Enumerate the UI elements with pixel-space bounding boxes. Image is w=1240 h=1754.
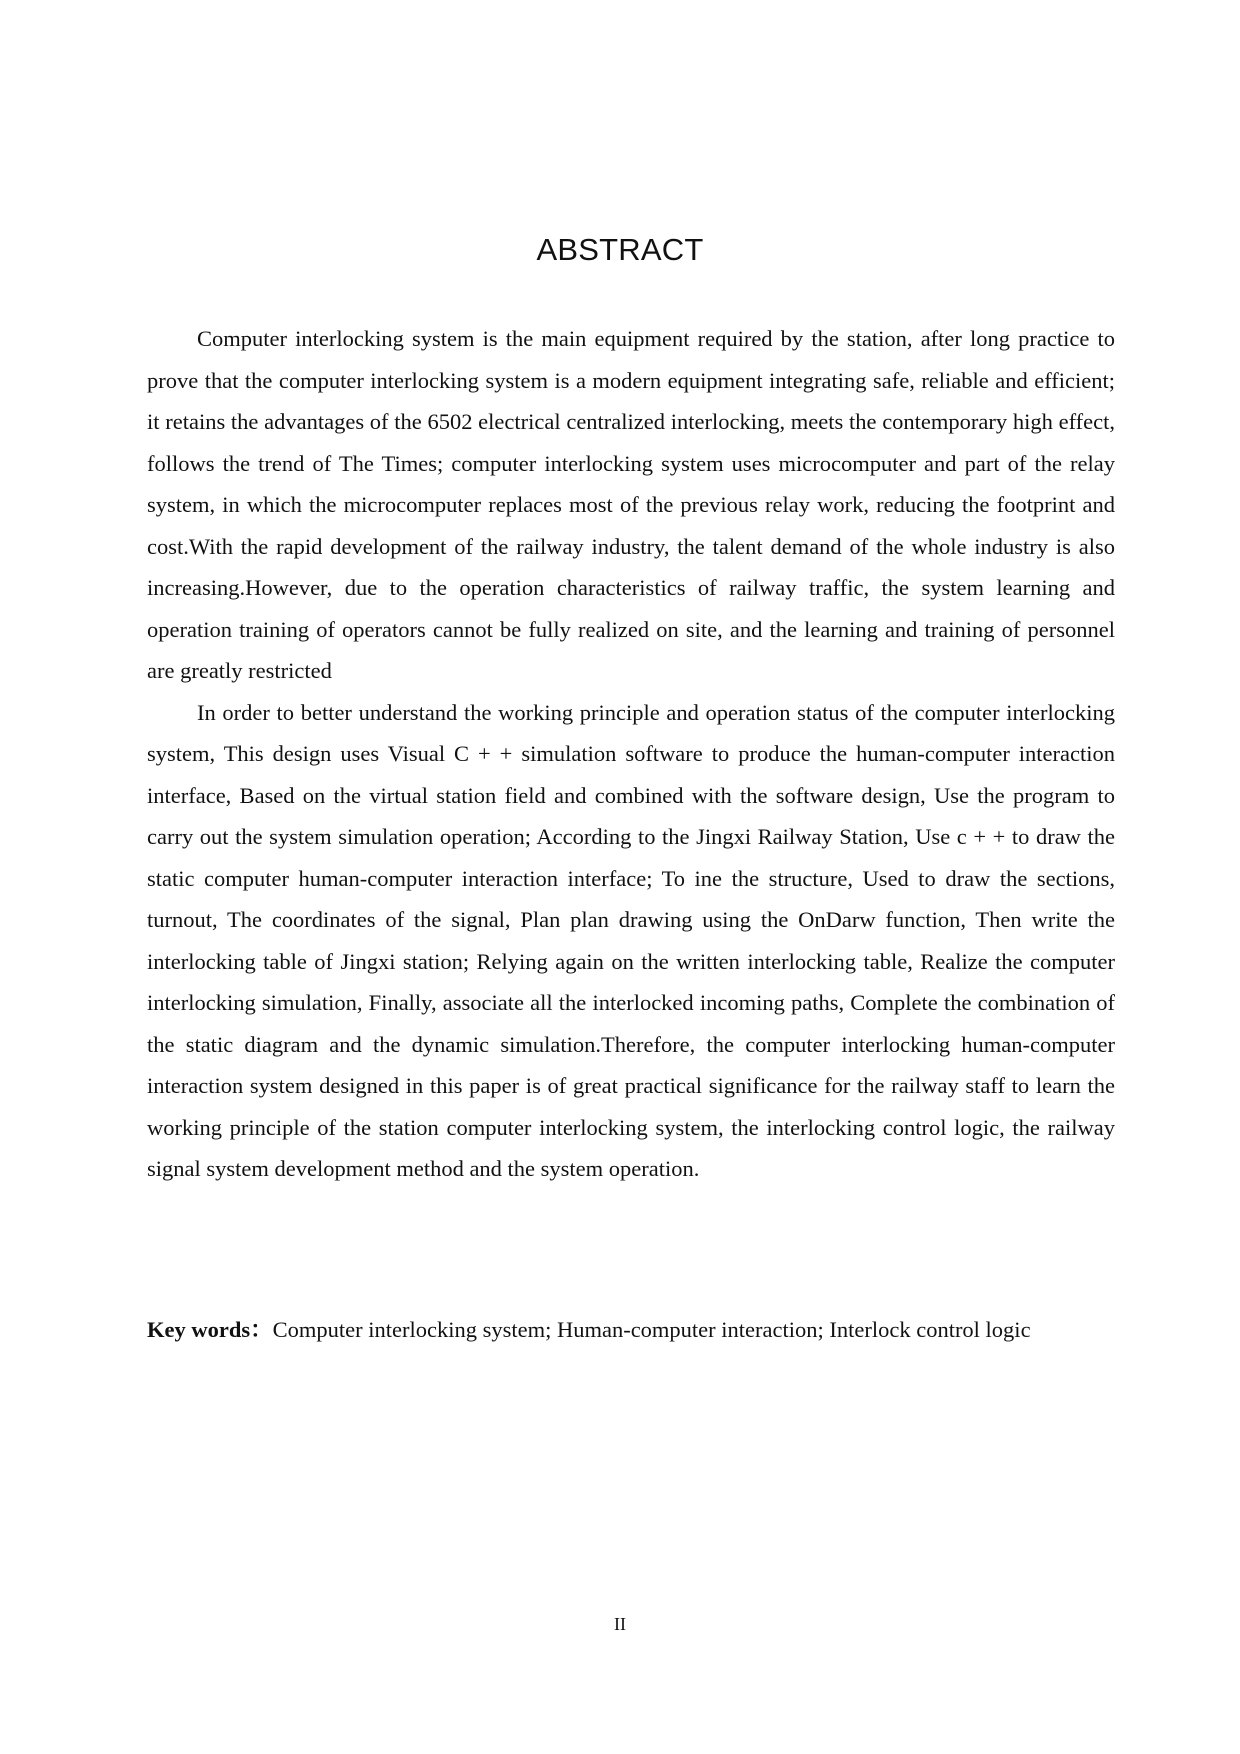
keywords-line xyxy=(147,1309,1115,1351)
keywords-text: Computer interlocking system; Human-computer interaction; Interlock control logic xyxy=(272,1317,1031,1342)
abstract-title: ABSTRACT xyxy=(536,232,704,267)
abstract-paragraph-2: In order to better understand the working principle and operation status of the computer interlocking system, This design uses Visual C + + simulation software to produce the human-computer interaction interface, Based on the virtual station field and combined with the software design, Use the program to carry out the system simulation operation; According to the Jingxi Railway Station, Use c + + to draw the static computer human-computer interaction interface; To ine the structure, Used to draw the sections, turnout, The coordinates of the signal, Plan plan drawing using the OnDarw function, Then write the interlocking table of Jingxi station; Relying again on the written interlocking table, Realize the computer interlocking simulation, Finally, associate all the interlocked incoming paths, Complete the combination of the static diagram and the dynamic simulation.Therefore, the computer interlocking human-computer interaction system designed in this paper is of great practical significance for the railway staff to learn the working principle of the station computer interlocking system, the interlocking control logic, the railway signal system development method and the system operation. xyxy=(147,699,1115,1181)
keywords-label: Key words： xyxy=(147,1317,273,1342)
abstract-paragraph-1: Computer interlocking system is the main equipment required by the station, after long practice to prove that the computer interlocking system is a modern equipment integrating safe, reliable and efficient; it retains the advantages of the 6502 electrical centralized interlocking, meets the contemporary high effect, follows the trend of The Times; computer interlocking system uses microcomputer and part of the relay system, in which the microcomputer replaces most of the previous relay work, reducing the footprint and cost.With the rapid development of the railway industry, the talent demand of the whole industry is also increasing.However, due to the operation characteristics of railway traffic, the system learning and operation training of operators cannot be fully realized on site, and the learning and training of personnel are greatly restricted xyxy=(147,326,1115,683)
abstract-body xyxy=(147,318,1115,1190)
page-number: II xyxy=(614,1614,626,1634)
